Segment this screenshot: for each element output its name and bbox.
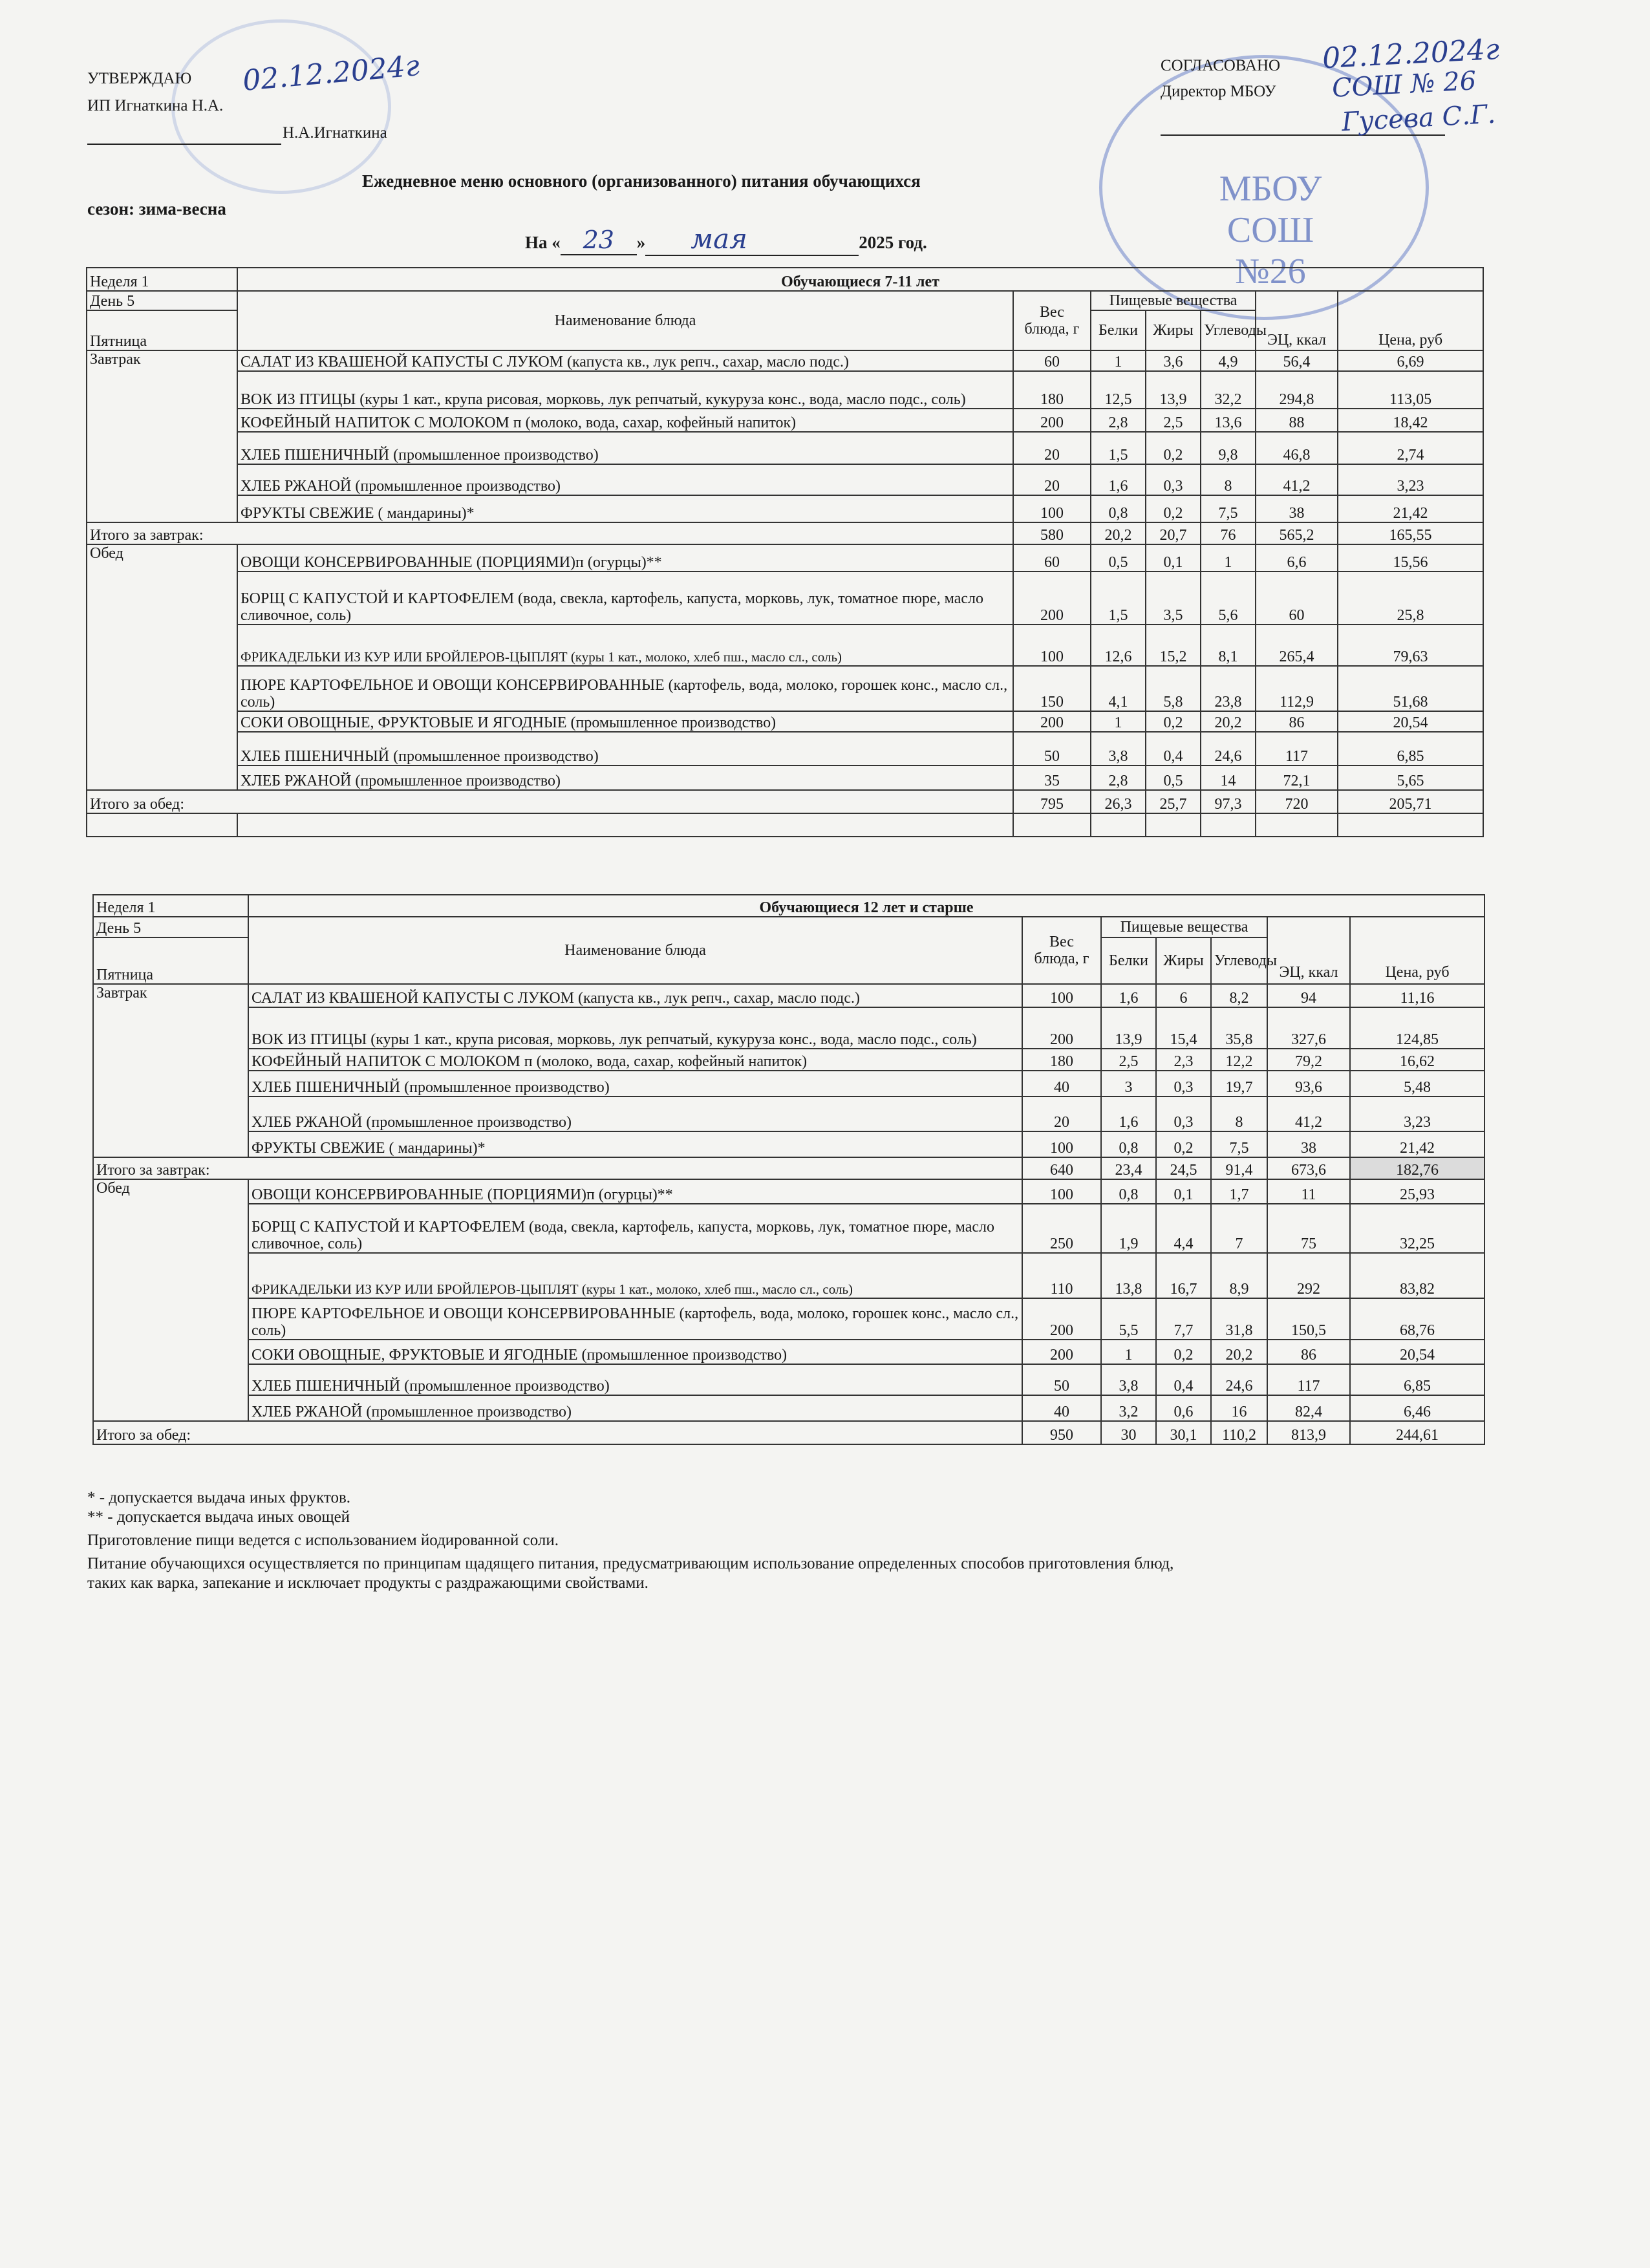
dish-name: БОРЩ С КАПУСТОЙ И КАРТОФЕЛЕМ (вода, свекла, картофель, капуста, морковь, лук, томатное пюре, масло сливочное, соль) [237,572,1013,625]
footnotes [87,1488,1510,1593]
dish-proteins: 3,2 [1101,1395,1156,1421]
dish-name: ФРУКТЫ СВЕЖИЕ ( мандарины)* [248,1131,1022,1157]
total-label: Итого за завтрак: [93,1157,1022,1179]
dish-price: 20,54 [1350,1340,1484,1364]
dish-name: ХЛЕБ ПШЕНИЧНЫЙ (промышленное производство) [248,1071,1022,1097]
dish-carbs: 20,2 [1211,1340,1267,1364]
dish-proteins: 5,5 [1101,1298,1156,1340]
total-carbs: 97,3 [1201,790,1256,813]
dish-weight: 100 [1022,984,1101,1007]
col-weight: Вес блюда, г [1022,917,1101,984]
dish-name: ФРИКАДЕЛЬКИ ИЗ КУР ИЛИ БРОЙЛЕРОВ-ЦЫПЛЯТ (куры 1 кат., молоко, хлеб пш., масло сл., соль) [237,625,1013,666]
dish-fats: 0,3 [1156,1071,1211,1097]
dish-weight: 100 [1022,1131,1101,1157]
dish-energy: 88 [1256,409,1338,432]
date-prefix: На « [525,233,561,252]
dish-fats: 2,5 [1146,409,1201,432]
total-price: 205,71 [1338,790,1483,813]
col-energy: ЭЦ, ккал [1267,961,1350,984]
total-energy: 813,9 [1267,1421,1350,1444]
dish-price: 21,42 [1350,1131,1484,1157]
dish-price: 6,85 [1338,732,1483,765]
dish-proteins: 12,6 [1091,625,1146,666]
dish-carbs: 5,6 [1201,572,1256,625]
dish-price: 20,54 [1338,711,1483,732]
dish-fats: 6 [1156,984,1211,1007]
dish-weight: 100 [1013,625,1091,666]
dish-weight: 60 [1013,544,1091,572]
empty-cell [237,813,1013,837]
dish-proteins: 12,5 [1091,371,1146,409]
dish-fats: 0,4 [1146,732,1201,765]
empty-cell [1256,813,1338,837]
empty-cell [1338,291,1483,330]
note-iodized-salt: Приготовление пищи ведется с использованием йодированной соли. [87,1532,559,1549]
dish-price: 11,16 [1350,984,1484,1007]
dish-energy: 327,6 [1267,1007,1350,1049]
dish-carbs: 32,2 [1201,371,1256,409]
note-gentle-diet: Питание обучающихся осуществляется по принципам щадящего питания, предусматривающим использование определенных способов приготовления блюд, [87,1555,1174,1572]
dish-carbs: 20,2 [1201,711,1256,732]
total-fats: 25,7 [1146,790,1201,813]
dish-carbs: 24,6 [1201,732,1256,765]
dish-fats: 0,3 [1156,1097,1211,1131]
dish-name: ФРУКТЫ СВЕЖИЕ ( мандарины)* [237,495,1013,522]
dish-weight: 50 [1013,732,1091,765]
dish-carbs: 8,2 [1211,984,1267,1007]
dish-proteins: 1 [1091,350,1146,371]
dish-energy: 94 [1267,984,1350,1007]
dish-energy: 72,1 [1256,765,1338,790]
dish-price: 6,46 [1350,1395,1484,1421]
dish-name: ОВОЩИ КОНСЕРВИРОВАННЫЕ (ПОРЦИЯМИ)п (огурцы)** [248,1179,1022,1204]
dish-energy: 265,4 [1256,625,1338,666]
dish-carbs: 13,6 [1201,409,1256,432]
dish-carbs: 31,8 [1211,1298,1267,1340]
dish-fats: 13,9 [1146,371,1201,409]
dish-name: СОКИ ОВОЩНЫЕ, ФРУКТОВЫЕ И ЯГОДНЫЕ (промышленное производство) [248,1340,1022,1364]
dish-carbs: 12,2 [1211,1049,1267,1071]
dish-proteins: 2,8 [1091,765,1146,790]
col-price: Цена, руб [1338,330,1483,350]
col-dish-name: Наименование блюда [248,917,1022,984]
note-gentle-diet-cont: таких как варка, запекание и исключает продукты с раздражающими свойствами. [87,1574,648,1592]
dish-fats: 3,5 [1146,572,1201,625]
dish-name: КОФЕЙНЫЙ НАПИТОК С МОЛОКОМ п (молоко, вода, сахар, кофейный напиток) [237,409,1013,432]
dish-name: САЛАТ ИЗ КВАШЕНОЙ КАПУСТЫ С ЛУКОМ (капуста кв., лук репч., сахар, масло подс.) [248,984,1022,1007]
total-proteins: 30 [1101,1421,1156,1444]
dish-carbs: 35,8 [1211,1007,1267,1049]
approve-date-handwritten: 02.12.2024г [241,49,421,98]
col-energy: ЭЦ, ккал [1256,330,1338,350]
date-month [645,223,859,256]
week-cell: Неделя 1 [87,268,237,291]
dish-energy: 93,6 [1267,1071,1350,1097]
total-price: 165,55 [1338,522,1483,544]
approve-person: ИП Игнаткина Н.А. [87,97,224,114]
week-cell: Неделя 1 [93,895,248,917]
dish-fats: 0,2 [1146,711,1201,732]
total-label: Итого за обед: [93,1421,1022,1444]
dish-name: ОВОЩИ КОНСЕРВИРОВАННЫЕ (ПОРЦИЯМИ)п (огурцы)** [237,544,1013,572]
col-fats: Жиры [1156,937,1211,984]
dish-proteins: 1,5 [1091,572,1146,625]
dish-weight: 40 [1022,1071,1101,1097]
total-label: Итого за завтрак: [87,522,1013,544]
dish-price: 124,85 [1350,1007,1484,1049]
dish-fats: 0,2 [1156,1340,1211,1364]
date-day [561,226,637,255]
dish-fats: 0,2 [1146,432,1201,464]
empty-cell [87,813,237,837]
dish-proteins: 4,1 [1091,666,1146,711]
empty-cell [1350,917,1484,961]
dish-carbs: 1 [1201,544,1256,572]
total-proteins: 23,4 [1101,1157,1156,1179]
col-fats: Жиры [1146,310,1201,350]
dish-energy: 79,2 [1267,1049,1350,1071]
total-weight: 640 [1022,1157,1101,1179]
dish-energy: 11 [1267,1179,1350,1204]
meal-breakfast: Завтрак [93,984,248,1157]
dish-weight: 100 [1013,495,1091,522]
dish-carbs: 8,1 [1201,625,1256,666]
menu-date [525,223,927,256]
col-price: Цена, руб [1350,961,1484,984]
dish-price: 5,65 [1338,765,1483,790]
meal-breakfast: Завтрак [87,350,237,522]
dish-carbs: 14 [1201,765,1256,790]
dish-weight: 20 [1013,432,1091,464]
total-weight: 795 [1013,790,1091,813]
dish-energy: 292 [1267,1253,1350,1298]
empty-cell [1338,813,1483,837]
dish-proteins: 1,6 [1091,464,1146,495]
col-dish-name: Наименование блюда [237,291,1013,350]
dish-energy: 117 [1256,732,1338,765]
dish-carbs: 8 [1211,1097,1267,1131]
total-weight: 580 [1013,522,1091,544]
dish-weight: 150 [1013,666,1091,711]
dish-weight: 200 [1013,572,1091,625]
dish-weight: 200 [1013,711,1091,732]
dish-proteins: 0,8 [1091,495,1146,522]
dish-price: 6,85 [1350,1364,1484,1395]
agree-sign-line [1161,134,1445,136]
dish-energy: 38 [1256,495,1338,522]
dish-fats: 3,6 [1146,350,1201,371]
empty-cell [1201,813,1256,837]
dish-carbs: 9,8 [1201,432,1256,464]
dish-proteins: 13,8 [1101,1253,1156,1298]
total-fats: 30,1 [1156,1421,1211,1444]
dish-fats: 0,3 [1146,464,1201,495]
dish-proteins: 3,8 [1091,732,1146,765]
dish-price: 79,63 [1338,625,1483,666]
dish-price: 25,8 [1338,572,1483,625]
dish-name: САЛАТ ИЗ КВАШЕНОЙ КАПУСТЫ С ЛУКОМ (капуста кв., лук репч., сахар, масло подс.) [237,350,1013,371]
total-price: 182,76 [1350,1157,1484,1179]
empty-cell [1091,813,1146,837]
dish-fats: 0,4 [1156,1364,1211,1395]
dish-price: 18,42 [1338,409,1483,432]
dish-name: ХЛЕБ ПШЕНИЧНЫЙ (промышленное производство) [237,732,1013,765]
total-proteins: 26,3 [1091,790,1146,813]
dish-proteins: 1 [1101,1340,1156,1364]
dish-price: 25,93 [1350,1179,1484,1204]
total-energy: 565,2 [1256,522,1338,544]
col-carbs: Углеводы [1211,937,1267,984]
dish-fats: 0,1 [1156,1179,1211,1204]
col-proteins: Белки [1101,937,1156,984]
dish-name: ХЛЕБ РЖАНОЙ (промышленное производство) [237,464,1013,495]
dish-energy: 46,8 [1256,432,1338,464]
dish-fats: 0,2 [1156,1131,1211,1157]
agree-stamp-line-1: МБОУ [1219,169,1322,209]
empty-cell [1146,813,1201,837]
approve-signature: Н.А.Игнаткина [283,124,387,142]
empty-cell [1267,917,1350,961]
day-cell: День 5 [93,917,248,937]
dish-name: ХЛЕБ РЖАНОЙ (промышленное производство) [248,1395,1022,1421]
dish-carbs: 7,5 [1211,1131,1267,1157]
dish-weight: 60 [1013,350,1091,371]
dish-carbs: 24,6 [1211,1364,1267,1395]
date-month-handwritten: мая [691,223,747,255]
dish-weight: 200 [1022,1340,1101,1364]
dish-energy: 112,9 [1256,666,1338,711]
dish-energy: 60 [1256,572,1338,625]
agree-sign-handwritten: Гусева С.Г. [1340,99,1497,138]
dish-energy: 82,4 [1267,1395,1350,1421]
dish-weight: 100 [1022,1179,1101,1204]
dish-energy: 86 [1256,711,1338,732]
col-weight: Вес блюда, г [1013,291,1091,350]
note-vegetables: ** - допускается выдача иных овощей [87,1508,350,1526]
dish-carbs: 7,5 [1201,495,1256,522]
menu-table-7-11 [86,267,1484,837]
dish-energy: 41,2 [1256,464,1338,495]
dish-proteins: 2,8 [1091,409,1146,432]
col-proteins: Белки [1091,310,1146,350]
dish-weight: 40 [1022,1395,1101,1421]
dish-proteins: 1,9 [1101,1204,1156,1253]
dish-fats: 15,2 [1146,625,1201,666]
menu-table-12-plus [92,894,1485,1445]
date-mid: » [636,233,646,252]
group-title: Обучающиеся 7-11 лет [237,268,1483,291]
dish-weight: 20 [1022,1097,1101,1131]
meal-lunch: Обед [87,544,237,790]
dish-fats: 2,3 [1156,1049,1211,1071]
dish-name: ХЛЕБ РЖАНОЙ (промышленное производство) [237,765,1013,790]
empty-cell [1256,291,1338,330]
group-title: Обучающиеся 12 лет и старше [248,895,1484,917]
meal-lunch: Обед [93,1179,248,1421]
date-day-handwritten: 23 [583,226,614,254]
dish-energy: 6,6 [1256,544,1338,572]
approve-label: УТВЕРЖДАЮ [87,70,192,87]
dish-weight: 200 [1022,1007,1101,1049]
dish-name: СОКИ ОВОЩНЫЕ, ФРУКТОВЫЕ И ЯГОДНЫЕ (промышленное производство) [237,711,1013,732]
empty-cell [1013,813,1091,837]
dish-name: ФРИКАДЕЛЬКИ ИЗ КУР ИЛИ БРОЙЛЕРОВ-ЦЫПЛЯТ (куры 1 кат., молоко, хлеб пш., масло сл., соль) [248,1253,1022,1298]
dish-weight: 200 [1013,409,1091,432]
weekday-cell: Пятница [93,937,248,984]
agree-date-handwritten: 02.12.2024г [1321,32,1501,76]
dish-price: 113,05 [1338,371,1483,409]
dish-proteins: 2,5 [1101,1049,1156,1071]
dish-name: ХЛЕБ ПШЕНИЧНЫЙ (промышленное производство) [237,432,1013,464]
dish-proteins: 1 [1091,711,1146,732]
dish-price: 5,48 [1350,1071,1484,1097]
weekday-cell: Пятница [87,310,237,350]
dish-fats: 0,2 [1146,495,1201,522]
dish-carbs: 16 [1211,1395,1267,1421]
dish-weight: 20 [1013,464,1091,495]
dish-price: 3,23 [1338,464,1483,495]
total-price: 244,61 [1350,1421,1484,1444]
dish-price: 68,76 [1350,1298,1484,1340]
day-cell: День 5 [87,291,237,310]
page-title: Ежедневное меню основного (организованного) питания обучающихся [362,171,921,191]
dish-energy: 150,5 [1267,1298,1350,1340]
agree-person: Директор МБОУ [1161,83,1276,100]
dish-carbs: 8 [1201,464,1256,495]
dish-name: БОРЩ С КАПУСТОЙ И КАРТОФЕЛЕМ (вода, свекла, картофель, капуста, морковь, лук, томатное пюре, масло сливочное, соль) [248,1204,1022,1253]
dish-fats: 7,7 [1156,1298,1211,1340]
dish-weight: 50 [1022,1364,1101,1395]
agree-number-handwritten: СОШ № 26 [1331,66,1477,103]
dish-weight: 200 [1022,1298,1101,1340]
total-energy: 720 [1256,790,1338,813]
dish-proteins: 1,6 [1101,1097,1156,1131]
dish-energy: 86 [1267,1340,1350,1364]
date-year: 2025 год. [859,233,927,252]
dish-proteins: 0,5 [1091,544,1146,572]
dish-fats: 4,4 [1156,1204,1211,1253]
dish-price: 2,74 [1338,432,1483,464]
dish-name: КОФЕЙНЫЙ НАПИТОК С МОЛОКОМ п (молоко, вода, сахар, кофейный напиток) [248,1049,1022,1071]
agree-label: СОГЛАСОВАНО [1161,57,1281,74]
dish-carbs: 7 [1211,1204,1267,1253]
dish-weight: 180 [1013,371,1091,409]
total-carbs: 76 [1201,522,1256,544]
dish-name: ВОК ИЗ ПТИЦЫ (куры 1 кат., крупа рисовая, морковь, лук репчатый, кукуруза конс., вода, масло подс., соль) [237,371,1013,409]
dish-energy: 75 [1267,1204,1350,1253]
total-carbs: 110,2 [1211,1421,1267,1444]
note-fruits: * - допускается выдача иных фруктов. [87,1489,351,1506]
dish-fats: 16,7 [1156,1253,1211,1298]
dish-energy: 38 [1267,1131,1350,1157]
dish-carbs: 23,8 [1201,666,1256,711]
total-proteins: 20,2 [1091,522,1146,544]
dish-fats: 0,6 [1156,1395,1211,1421]
dish-name: ВОК ИЗ ПТИЦЫ (куры 1 кат., крупа рисовая, морковь, лук репчатый, кукуруза конс., вода, масло подс., соль) [248,1007,1022,1049]
dish-energy: 41,2 [1267,1097,1350,1131]
dish-price: 21,42 [1338,495,1483,522]
dish-name: ПЮРЕ КАРТОФЕЛЬНОЕ И ОВОЩИ КОНСЕРВИРОВАННЫЕ (картофель, вода, молоко, горошек конс., масло сл., соль) [237,666,1013,711]
dish-proteins: 1,5 [1091,432,1146,464]
dish-price: 3,23 [1350,1097,1484,1131]
dish-weight: 250 [1022,1204,1101,1253]
col-carbs: Углеводы [1201,310,1256,350]
approve-sign-line [87,144,281,145]
dish-proteins: 0,8 [1101,1131,1156,1157]
dish-energy: 294,8 [1256,371,1338,409]
season-label: сезон: зима-весна [87,199,226,219]
dish-price: 16,62 [1350,1049,1484,1071]
dish-fats: 15,4 [1156,1007,1211,1049]
dish-weight: 180 [1022,1049,1101,1071]
dish-energy: 56,4 [1256,350,1338,371]
total-weight: 950 [1022,1421,1101,1444]
dish-proteins: 0,8 [1101,1179,1156,1204]
col-nutrients: Пищевые вещества [1091,291,1256,310]
dish-proteins: 1,6 [1101,984,1156,1007]
dish-price: 51,68 [1338,666,1483,711]
total-carbs: 91,4 [1211,1157,1267,1179]
dish-proteins: 3 [1101,1071,1156,1097]
dish-weight: 110 [1022,1253,1101,1298]
total-fats: 24,5 [1156,1157,1211,1179]
dish-weight: 35 [1013,765,1091,790]
dish-energy: 117 [1267,1364,1350,1395]
total-energy: 673,6 [1267,1157,1350,1179]
dish-carbs: 19,7 [1211,1071,1267,1097]
dish-name: ХЛЕБ ПШЕНИЧНЫЙ (промышленное производство) [248,1364,1022,1395]
dish-price: 6,69 [1338,350,1483,371]
dish-carbs: 8,9 [1211,1253,1267,1298]
dish-carbs: 1,7 [1211,1179,1267,1204]
dish-fats: 0,1 [1146,544,1201,572]
dish-price: 83,82 [1350,1253,1484,1298]
dish-price: 15,56 [1338,544,1483,572]
dish-proteins: 3,8 [1101,1364,1156,1395]
total-label: Итого за обед: [87,790,1013,813]
dish-name: ХЛЕБ РЖАНОЙ (промышленное производство) [248,1097,1022,1131]
col-nutrients: Пищевые вещества [1101,917,1267,937]
dish-proteins: 13,9 [1101,1007,1156,1049]
dish-name: ПЮРЕ КАРТОФЕЛЬНОЕ И ОВОЩИ КОНСЕРВИРОВАННЫЕ (картофель, вода, молоко, горошек конс., масло сл., соль) [248,1298,1022,1340]
dish-fats: 5,8 [1146,666,1201,711]
dish-price: 32,25 [1350,1204,1484,1253]
agree-stamp-line-2: СОШ №26 [1227,210,1314,292]
dish-carbs: 4,9 [1201,350,1256,371]
dish-fats: 0,5 [1146,765,1201,790]
total-fats: 20,7 [1146,522,1201,544]
